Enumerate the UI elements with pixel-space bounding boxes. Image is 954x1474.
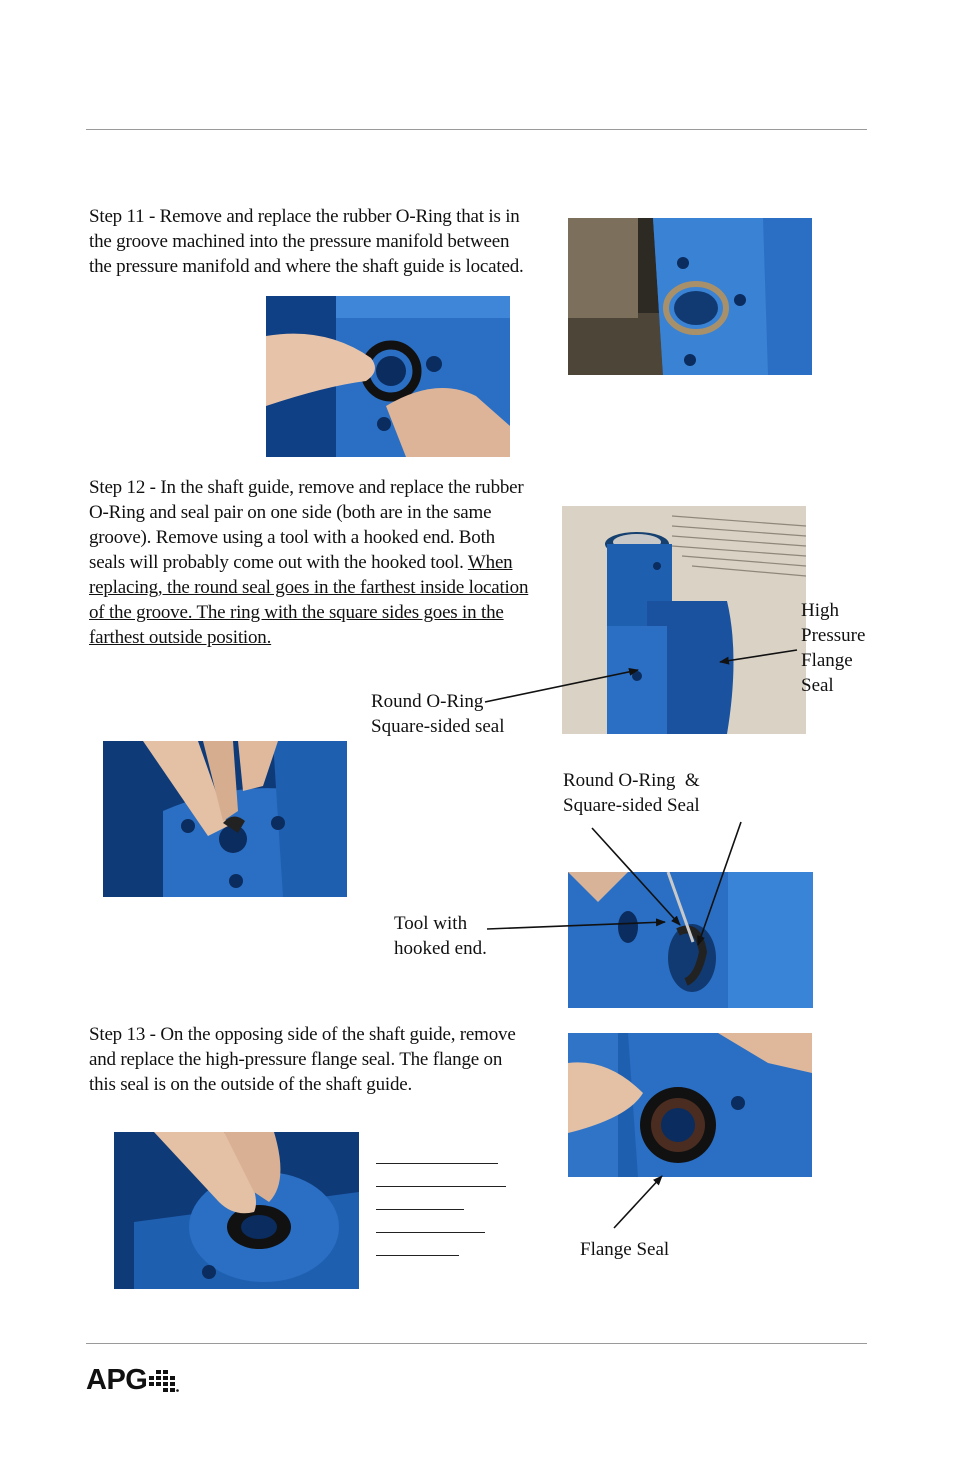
step11-lead: Step 11 - <box>89 206 160 227</box>
step13-text <box>89 1022 529 1097</box>
callout-line: Square-sided seal <box>371 716 505 737</box>
step12-text <box>89 475 534 650</box>
blank-line <box>376 1163 498 1164</box>
photo-step12-shaft-guide <box>562 506 806 734</box>
callout-line: Flange <box>801 650 853 671</box>
callout-line: Tool with <box>394 913 468 934</box>
photo-step11-oring-groove <box>568 218 812 375</box>
step12-underlined-note: When replacing, the round seal goes in the farthest inside location of the groove. The ring with the square sides goes in the farthest outside position. <box>89 552 529 648</box>
logo-text: APG <box>86 1364 148 1396</box>
arrow-flange-seal <box>614 1176 662 1228</box>
step11-text <box>89 204 529 279</box>
photo-step11-oring-removal <box>266 296 510 457</box>
callout-line: Pressure <box>801 625 866 646</box>
callout-round-oring-square-seal <box>371 689 504 739</box>
step13-body: Step 13 - On the opposing side of the shaft guide, remove and replace the high-pressure flange seal. The flange on this seal is on the outside of the shaft guide. <box>89 1024 516 1095</box>
callout-flange-seal: Flange Seal <box>580 1239 670 1260</box>
logo-grid-mark <box>149 1368 179 1392</box>
callout-high-pressure-flange-seal <box>801 598 865 698</box>
step11-body: Remove and replace the rubber O-Ring that is in the groove machined into the pressure manifold between the pressure manifold and where the shaft guide is located. <box>89 206 524 277</box>
blank-line <box>376 1232 485 1233</box>
callout-line: Round O-Ring <box>371 691 484 712</box>
photo-step13-pressing-seal <box>114 1132 359 1289</box>
photo-step12-removing-seal <box>103 741 347 897</box>
callout-round-and-square-seal <box>563 768 700 818</box>
blank-line <box>376 1209 464 1210</box>
callout-line: High <box>801 600 839 621</box>
callout-tool-hooked-end <box>394 911 487 961</box>
step12-body: Step 12 - In the shaft guide, remove and replace the rubber O-Ring and seal pair on one side (both are in the same groove). Remove using a tool with a hooked end. Both seals will probably come out with the hooked tool. <box>89 477 524 573</box>
blank-line <box>376 1255 459 1256</box>
callout-line: Round O-Ring & <box>563 770 700 791</box>
photo-step13-flange-seal <box>568 1033 812 1177</box>
top-rule <box>86 129 867 130</box>
bottom-rule <box>86 1343 867 1344</box>
apg-logo <box>86 1364 179 1396</box>
blank-line <box>376 1186 506 1187</box>
callout-line: Square-sided Seal <box>563 795 700 816</box>
callout-line: hooked end. <box>394 938 487 959</box>
callout-line: Seal <box>801 675 834 696</box>
photo-step12-hooked-tool <box>568 872 813 1008</box>
